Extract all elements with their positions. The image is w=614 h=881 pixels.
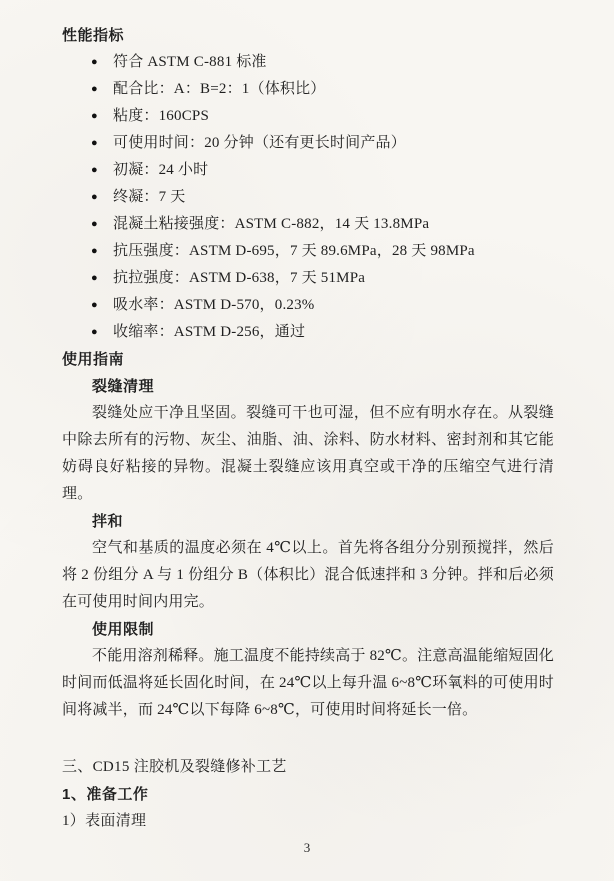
page-number: 3 — [303, 840, 311, 855]
bullet-icon: ● — [91, 83, 98, 95]
list-item — [62, 238, 554, 265]
list-item — [62, 76, 554, 103]
list-item-text: 混凝土粘接强度：ASTM C-882，14 天 13.8MPa — [113, 216, 430, 232]
bullet-icon: ● — [91, 272, 98, 284]
usage-section-crack-cleaning — [62, 373, 554, 508]
bullet-icon: ● — [91, 191, 98, 203]
list-item — [62, 211, 554, 238]
list-item-text: 配合比：A：B=2：1（体积比） — [113, 81, 326, 97]
list-item-text: 符合 ASTM C-881 标准 — [113, 54, 267, 70]
chapter-title: 三、CD15 注胶机及裂缝修补工艺 — [62, 759, 287, 775]
section-heading-performance: 性能指标 — [62, 27, 125, 44]
usage-section-limitations — [62, 616, 554, 724]
sub-heading-mixing: 拌和 — [92, 513, 124, 530]
bullet-icon: ● — [91, 164, 98, 176]
list-item-text: 粘度：160CPS — [113, 108, 209, 124]
step-heading-preparation: 1、准备工作 — [62, 786, 149, 803]
usage-section-mixing — [62, 508, 554, 616]
bullet-icon: ● — [91, 245, 98, 257]
list-item — [62, 130, 554, 157]
section-heading-usage-guide: 使用指南 — [62, 351, 125, 368]
list-item-text: 初凝：24 小时 — [113, 162, 209, 178]
bullet-icon: ● — [91, 299, 98, 311]
paragraph-crack-cleaning: 裂缝处应干净且坚固。裂缝可干也可湿，但不应有明水存在。从裂缝中除去所有的污物、灰尘、油脂、油、涂料、防水材料、密封剂和其它能妨碍良好粘接的异物。混凝土裂缝应该用真空或干净的压缩空气进行清理。 — [62, 405, 554, 502]
chapter-section — [62, 754, 554, 835]
bullet-icon: ● — [91, 56, 98, 68]
paragraph-limitations: 不能用溶剂稀释。施工温度不能持续高于 82℃。注意高温能缩短固化时间而低温将延长固化时间，在 24℃以上每升温 6~8℃环氧料的可使用时间将减半，而 24℃以下每降 6~8℃，可使用时间将延长一倍。 — [62, 648, 554, 718]
list-item-text: 终凝：7 天 — [113, 189, 186, 205]
bullet-icon: ● — [91, 110, 98, 122]
list-item-text: 抗压强度：ASTM D-695，7 天 89.6MPa，28 天 98MPa — [113, 243, 475, 259]
list-item — [62, 184, 554, 211]
list-item-text: 抗拉强度：ASTM D-638，7 天 51MPa — [113, 270, 366, 286]
bullet-icon: ● — [91, 218, 98, 230]
performance-spec-list — [62, 49, 554, 346]
list-item — [62, 265, 554, 292]
substep-surface-cleaning: 1）表面清理 — [62, 813, 147, 829]
sub-heading-crack-cleaning: 裂缝清理 — [92, 378, 155, 395]
list-item — [62, 103, 554, 130]
bullet-icon: ● — [91, 326, 98, 338]
list-item — [62, 157, 554, 184]
paragraph-mixing: 空气和基质的温度必须在 4℃以上。首先将各组分分别预搅拌，然后将 2 份组分 A 与 1 份组分 B（体积比）混合低速拌和 3 分钟。拌和后必须在可使用时间内用完。 — [62, 540, 554, 610]
list-item — [62, 292, 554, 319]
list-item-text: 可使用时间：20 分钟（还有更长时间产品） — [113, 135, 406, 151]
list-item — [62, 49, 554, 76]
list-item-text: 吸水率：ASTM D-570，0.23% — [113, 297, 315, 313]
bullet-icon: ● — [91, 137, 98, 149]
list-item-text: 收缩率：ASTM D-256，通过 — [113, 324, 306, 340]
list-item — [62, 319, 554, 346]
sub-heading-limitations: 使用限制 — [92, 621, 155, 638]
